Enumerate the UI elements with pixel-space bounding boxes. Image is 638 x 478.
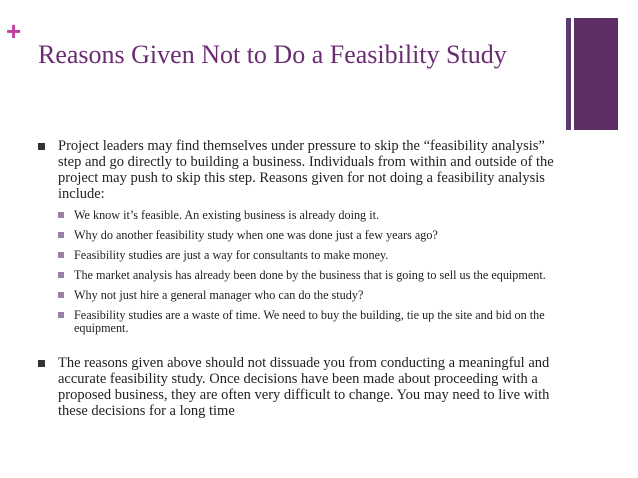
square-bullet-icon <box>58 312 64 318</box>
sub-bullet-reason-1 <box>36 209 566 222</box>
reason-text: Feasibility studies are a waste of time. We need to buy the building, tie up the site and bid on the equipment. <box>74 308 545 335</box>
sub-bullet-reason-4 <box>36 269 566 282</box>
sub-bullet-reason-6 <box>36 309 566 335</box>
bullet-intro-text: Project leaders may find themselves under pressure to skip the “feasibility analysis” step and go directly to building a business. Individuals from within and outside of the project may push to skip this step. Reasons given for not doing a feasibility analysis include: <box>58 138 554 202</box>
square-bullet-icon <box>58 272 64 278</box>
plus-mark: + <box>6 16 22 46</box>
slide-body <box>36 138 566 419</box>
bullet-conclusion <box>36 355 566 419</box>
square-bullet-icon <box>38 360 45 367</box>
accent-bar-thick <box>574 18 618 130</box>
sub-bullet-reason-5 <box>36 289 566 302</box>
square-bullet-icon <box>58 232 64 238</box>
bullet-conclusion-text: The reasons given above should not dissuade you from conducting a meaningful and accurate feasibility study. Once decisions have been made about proceeding with a proposed business, they are often very difficult to change. You may need to live with these decisions for a long time <box>58 355 550 419</box>
reason-text: Why do another feasibility study when one was done just a few years ago? <box>74 228 438 242</box>
square-bullet-icon <box>58 212 64 218</box>
reason-text: Why not just hire a general manager who can do the study? <box>74 288 364 302</box>
square-bullet-icon <box>58 252 64 258</box>
spacer <box>36 335 566 355</box>
reason-text: We know it’s feasible. An existing business is already doing it. <box>74 208 380 222</box>
bullet-intro <box>36 138 566 202</box>
accent-bar-thin <box>566 18 571 130</box>
slide-title: Reasons Given Not to Do a Feasibility Study <box>38 40 507 69</box>
square-bullet-icon <box>58 292 64 298</box>
reason-text: Feasibility studies are just a way for consultants to make money. <box>74 248 389 262</box>
sub-bullet-reason-2 <box>36 229 566 242</box>
reason-text: The market analysis has already been done by the business that is going to sell us the equipment. <box>74 268 546 282</box>
square-bullet-icon <box>38 143 45 150</box>
sub-bullet-reason-3 <box>36 249 566 262</box>
